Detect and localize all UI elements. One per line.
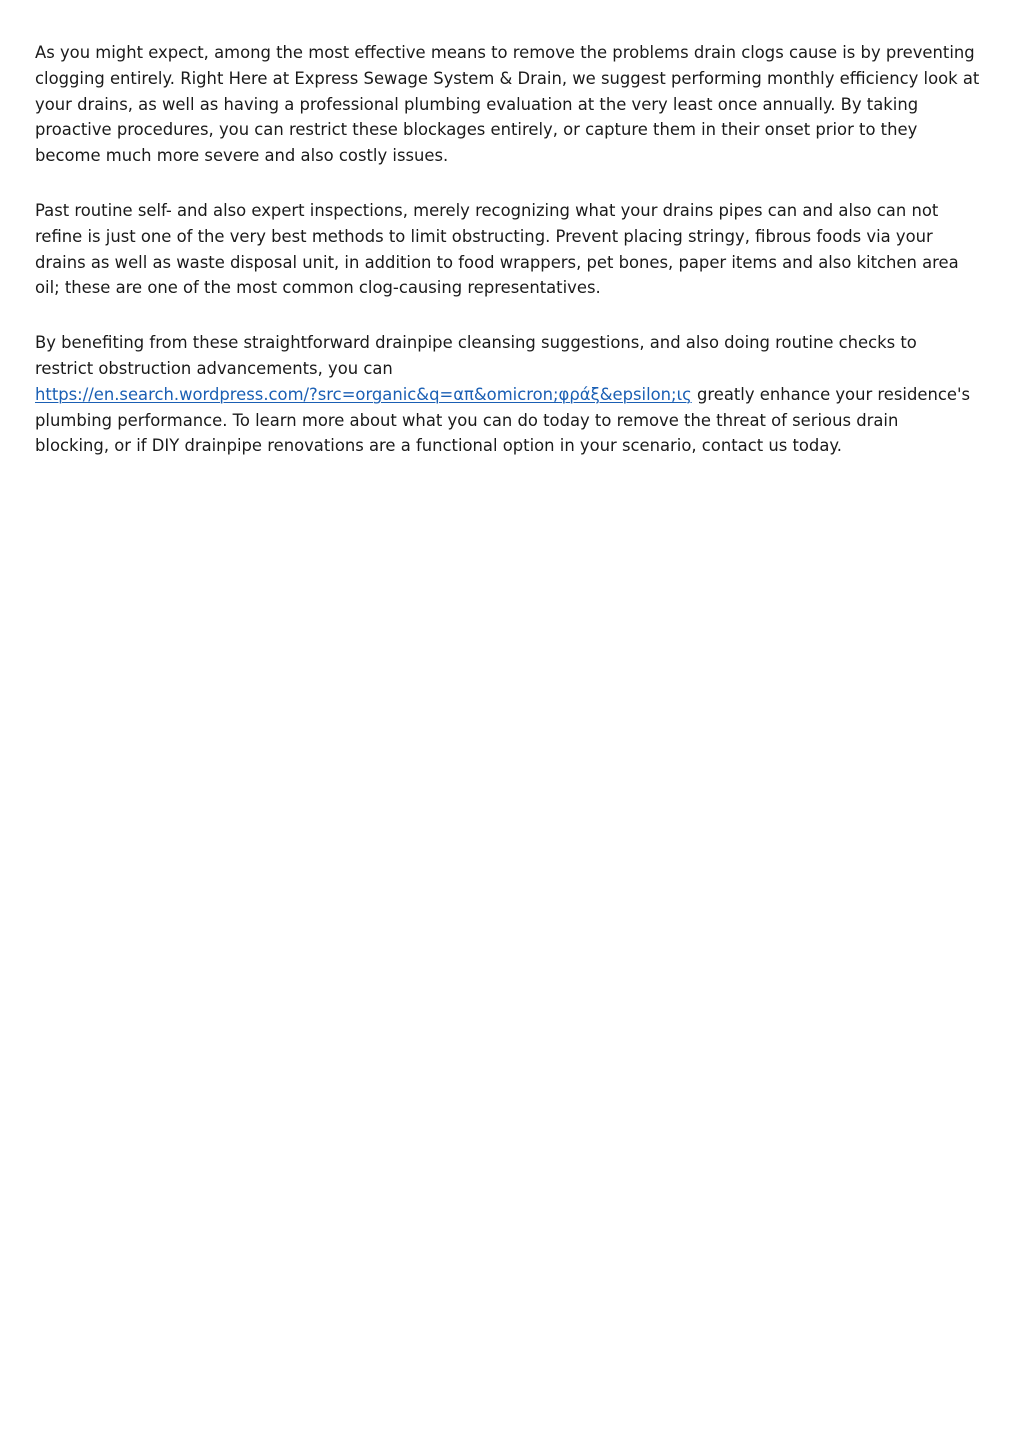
text-line: blocking, or if DIY drainpipe renovations are a functional option in your scenario, contact us today.: [35, 436, 842, 456]
text-line: oil; these are one of the most common clog-causing representatives.: [35, 278, 601, 298]
text-line: drains as well as waste disposal unit, in addition to food wrappers, pet bones, paper items and also kitchen area: [35, 252, 959, 272]
text-line: clogging entirely. Right Here at Express Sewage System & Drain, we suggest performing monthly efficiency look at: [35, 68, 980, 88]
text-line: As you might expect, among the most effective means to remove the problems drain clogs cause is by preventing: [35, 43, 975, 62]
document-body: [35, 40, 995, 488]
text-line: become much more severe and also costly issues.: [35, 146, 449, 166]
text-line: your drains, as well as having a professional plumbing evaluation at the very least once annually. By taking: [35, 94, 919, 114]
text-line-with-link: [35, 382, 995, 408]
text-line: restrict obstruction advancements, you can: [35, 358, 393, 378]
text-line: Past routine self- and also expert inspections, merely recognizing what your drains pipes can and also can not: [35, 200, 939, 220]
wordpress-search-link[interactable]: https://en.search.wordpress.com/?src=organic&q=απ&omicron;φράξ&epsilon;ις: [35, 384, 692, 404]
text-line: By benefiting from these straightforward drainpipe cleansing suggestions, and also doing routine checks to: [35, 333, 917, 353]
text-line: refine is just one of the very best methods to limit obstructing. Prevent placing stringy, fibrous foods via your: [35, 226, 933, 246]
paragraph-prevention: [35, 40, 995, 169]
paragraph-inspections: [35, 198, 995, 301]
text-line: proactive procedures, you can restrict these blockages entirely, or capture them in their onset prior to they: [35, 120, 918, 140]
text-after-link: greatly enhance your residence's: [691, 384, 970, 404]
paragraph-conclusion: [35, 330, 995, 459]
text-line: plumbing performance. To learn more about what you can do today to remove the threat of serious drain: [35, 410, 899, 430]
